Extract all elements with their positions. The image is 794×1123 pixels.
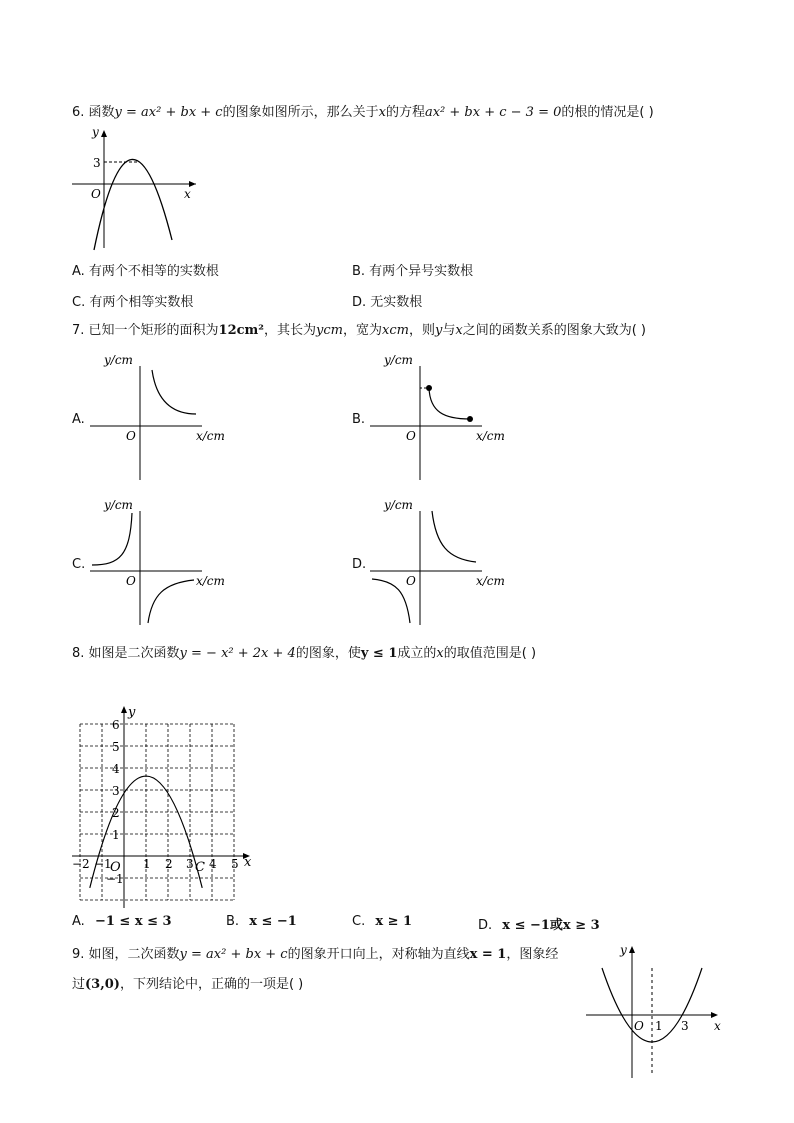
q9-x-arrow [711,1012,718,1018]
q7c-curve-left [92,513,132,565]
q8-ytick: 6 [112,718,120,732]
q7-graph-b [370,350,510,482]
q8-y-arrow [121,706,127,713]
q7-graph-a [90,350,230,482]
q9-y-label: y [620,943,627,957]
q6-origin: O [91,187,101,201]
q9-stem-line2: 过(3,0)，下列结论中，正确的一项是( ) [72,977,304,992]
q7-label-a[interactable]: A. [72,412,85,427]
q8-x-label: x [244,855,252,870]
q8-option-c[interactable]: C. x ≥ 1 [352,914,413,929]
q7b-x-label: x/cm [476,429,505,443]
q7-label-b[interactable]: B. [352,412,366,427]
q6-option-b[interactable]: B. 有两个异号实数根 [352,264,474,279]
q7a-curve [152,370,196,414]
q6-option-d[interactable]: D. 无实数根 [352,295,423,310]
q8-xtick: 5 [231,857,239,871]
q6-y-label: y [92,125,99,139]
q8-xtick: −2 [72,857,90,871]
q7d-x-label: x/cm [476,574,505,588]
q7b-origin: O [406,429,416,443]
q7a-origin: O [126,429,136,443]
q8-xtick: −1 [94,857,112,871]
q9-tick-three: 3 [681,1019,689,1033]
q6-parabola [94,159,172,250]
q8-ytick: −1 [106,872,124,886]
q8-origin: O [110,860,121,875]
q8-ytick: 5 [112,740,120,754]
q8-stem: 8. 如图是二次函数y = − x² + 2x + 4的图象，使y ≤ 1成立的x的取值范围是( ) [72,646,537,661]
q7-label-c[interactable]: C. [72,557,86,572]
q6-x-label: x [184,187,191,201]
q7b-start-point [426,385,432,391]
q6-option-c[interactable]: C. 有两个相等实数根 [72,295,194,310]
q8-xtick: 1 [143,857,151,871]
q8-option-b[interactable]: B. x ≤ −1 [226,914,297,929]
q7a-y-label: y/cm [104,353,133,367]
q7d-curve-right [432,511,476,562]
q8-xtick: 3 [186,857,194,871]
q7-graph-d [370,495,510,627]
q9-tick-one: 1 [655,1019,663,1033]
q8-xtick: 2 [165,857,173,871]
q9-stem-line1: 9. 如图，二次函数y = ax² + bx + c的图象开口向上，对称轴为直线x = 1，图象经 [72,947,559,962]
q6-option-a[interactable]: A. 有两个不相等的实数根 [72,264,219,279]
q8-y-label: y [128,705,136,720]
q7b-curve [429,388,470,419]
q8-option-a[interactable]: A. −1 ≤ x ≤ 3 [72,914,172,929]
q7b-end-point [467,416,473,422]
q9-y-arrow [629,946,635,953]
q9-origin: O [634,1019,644,1033]
q7c-y-label: y/cm [104,498,133,512]
q8-option-d[interactable]: D. x ≤ −1或x ≥ 3 [478,918,600,933]
q8-grid [80,724,234,900]
q7b-y-label: y/cm [384,353,413,367]
q8-ytick: 3 [112,784,120,798]
q6-graph [66,122,206,252]
q8-ytick: 4 [112,762,120,776]
q7c-curve-right [148,580,194,623]
q9-graph [582,940,732,1080]
q7d-origin: O [406,574,416,588]
q7-stem: 7. 已知一个矩形的面积为12cm²，其长为ycm，宽为xcm，则y与x之间的函数关系的图象大致为( ) [72,323,646,338]
q8-ytick: 2 [112,806,120,820]
q7-graph-c [90,495,230,627]
q9-x-label: x [714,1019,721,1033]
q7c-origin: O [126,574,136,588]
q7d-y-label: y/cm [384,498,413,512]
q8-xtick: 4 [209,857,217,871]
q8-ytick: 1 [112,828,120,842]
q7d-curve-left [372,579,410,623]
q7c-x-label: x/cm [196,574,225,588]
q6-three-label: 3 [93,156,101,170]
q6-y-arrow [101,130,107,137]
q7-label-d[interactable]: D. [352,557,367,572]
q8-graph [70,700,260,910]
q8-point-c: C [195,860,205,875]
q7a-x-label: x/cm [196,429,225,443]
q6-stem: 6. 函数y = ax² + bx + c的图象如图所示，那么关于x的方程ax² + bx + c − 3 = 0的根的情况是( ) [72,105,654,120]
